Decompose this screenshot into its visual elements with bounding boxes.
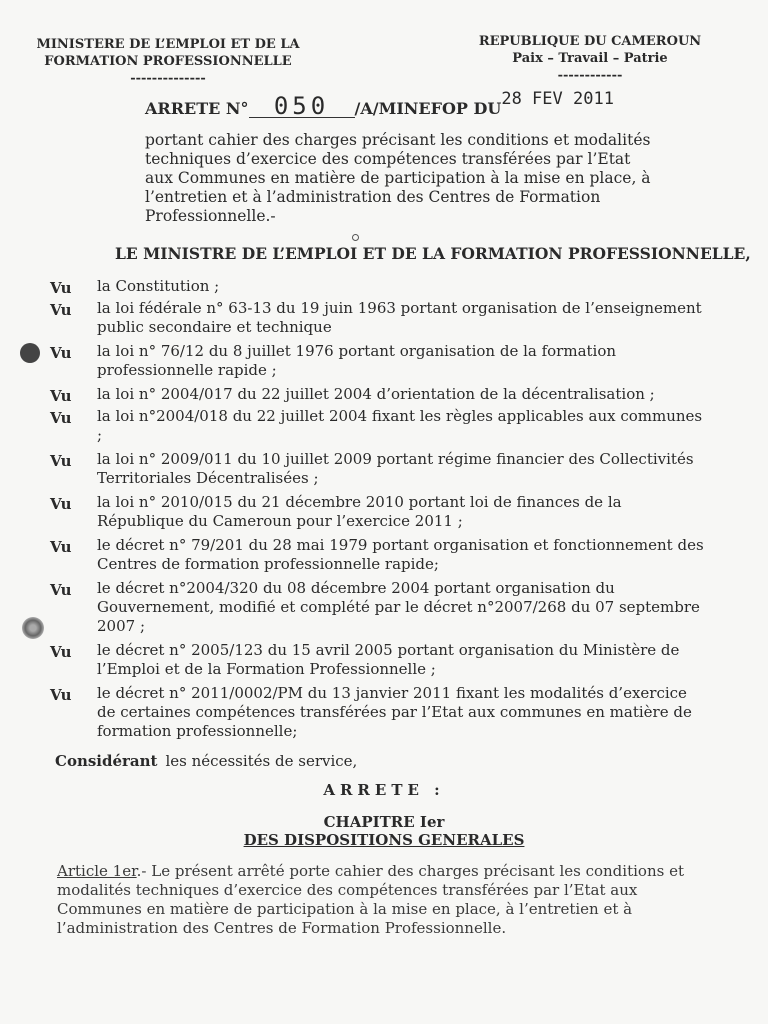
vu-item <box>0 536 768 574</box>
motto-line: Paix – Travail – Patrie <box>512 51 668 66</box>
chapter-heading <box>0 813 768 849</box>
vu-text: la loi n° 2010/015 du 21 décembre 2010 portant loi de finances de la République du Cameroun pour l’exercice 2011 ; <box>97 493 622 530</box>
vu-text: le décret n° 2005/123 du 15 avril 2005 portant organisation du Ministère de l’Emploi et de la Formation Professionnelle ; <box>97 641 680 678</box>
arrete-prefix: ARRETE N° <box>145 99 249 118</box>
arrete-number: 050 <box>249 95 355 118</box>
vu-item <box>0 299 768 337</box>
vu-text: la loi n° 2004/017 du 22 juillet 2004 d’orientation de la décentralisation ; <box>97 385 655 403</box>
vu-label: Vu <box>50 495 72 513</box>
vu-label: Vu <box>50 344 72 362</box>
vu-label: Vu <box>50 279 72 297</box>
ministry-header <box>18 36 318 87</box>
vu-label: Vu <box>50 581 72 599</box>
ink-blot <box>20 343 40 363</box>
vu-text: la loi fédérale n° 63-13 du 19 juin 1963 portant organisation de l’enseignement public secondaire et technique <box>97 299 702 336</box>
vu-item <box>0 277 768 296</box>
article-label: Article 1er <box>57 862 137 880</box>
vu-label: Vu <box>50 301 72 319</box>
vu-text: la loi n° 76/12 du 8 juillet 1976 portant organisation de la formation professionnelle rapide ; <box>97 342 617 379</box>
vu-list <box>0 277 768 742</box>
vu-item <box>0 385 768 404</box>
minister-heading: LE MINISTRE DE L’EMPLOI ET DE LA FORMATION PROFESSIONNELLE, <box>115 244 751 263</box>
vu-item <box>0 407 768 445</box>
arrete-middle: /A/MINEFOP DU <box>354 99 502 118</box>
ink-blot <box>22 617 44 639</box>
republic-line-1: REPUBLIQUE DU CAMEROUN <box>478 34 702 49</box>
vu-text: la loi n° 2009/011 du 10 juillet 2009 portant régime financier des Collectivités Territoriales Décentralisées ; <box>97 450 694 487</box>
vu-label: Vu <box>50 452 72 470</box>
vu-item <box>0 493 768 531</box>
vu-item <box>0 579 768 636</box>
vu-item <box>0 342 768 380</box>
republic-divider: ------------ <box>557 68 623 83</box>
vu-label: Vu <box>50 538 72 556</box>
arrete-subject: portant cahier des charges précisant les conditions et modalités techniques d’exercice des compétences transférées par l’Etat aux Communes en matière de participation à la mise en place, à l’entretien et à l’administration des Centres de Formation Professionnelle.- <box>145 131 651 225</box>
vu-text: le décret n°2004/320 du 08 décembre 2004 portant organisation du Gouvernement, modifié et complété par le décret n°2007/268 du 07 septembre 2007 ; <box>97 579 700 635</box>
vu-text: la loi n°2004/018 du 22 juillet 2004 fixant les règles applicables aux communes ; <box>97 407 703 444</box>
vu-text: le décret n° 79/201 du 28 mai 1979 portant organisation et fonctionnement des Centres de formation professionnelle rapide; <box>97 536 704 573</box>
chapter-subtitle: DES DISPOSITIONS GENERALES <box>243 831 525 849</box>
vu-item <box>0 684 768 741</box>
considerant-text: les nécessités de service, <box>165 752 358 770</box>
vu-label: Vu <box>50 686 72 704</box>
arrete-title: ARRETE : <box>323 781 445 799</box>
vu-label: Vu <box>50 643 72 661</box>
ministry-divider: -------------- <box>130 71 206 86</box>
vu-text: la Constitution ; <box>97 277 220 295</box>
chapter-title: CHAPITRE Ier <box>323 813 445 831</box>
vu-item <box>0 641 768 679</box>
republic-header <box>470 33 710 84</box>
vu-label: Vu <box>50 409 72 427</box>
article-text: .- Le présent arrêté porte cahier des charges précisant les conditions et modalités techniques d’exercice des compétences transférées par l’Etat aux Communes en matière de participation à la mise en place, à l’entretien et à l’administration des Centres de Formation Professionnelle. <box>57 862 684 937</box>
vu-text: le décret n° 2011/0002/PM du 13 janvier 2011 fixant les modalités d’exercice de certaines compétences transférées par l’Etat aux communes en matière de formation professionnelle; <box>97 684 692 740</box>
arrete-reference <box>145 89 665 120</box>
vu-label: Vu <box>50 387 72 405</box>
vu-item <box>0 450 768 488</box>
ink-mark <box>352 234 359 241</box>
ministry-line-2: FORMATION PROFESSIONNELLE <box>44 54 292 69</box>
arrete-date-stamp: 28 FEV 2011 <box>501 89 614 109</box>
considerant-line <box>55 752 357 770</box>
considerant-label: Considérant <box>55 752 158 770</box>
article-1 <box>57 862 708 938</box>
ministry-line-1: MINISTERE DE L’EMPLOI ET DE LA <box>36 37 300 52</box>
